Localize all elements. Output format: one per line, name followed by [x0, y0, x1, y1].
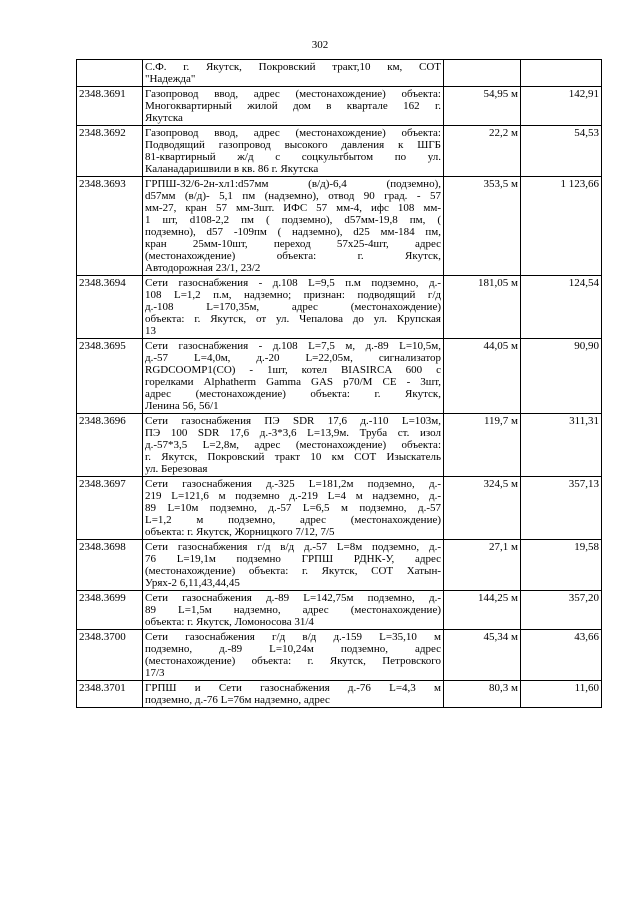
description-line: 89 L=10м подземно, д.-57 L=6,5 м подземно, д.-57: [145, 502, 441, 514]
description-line: Сети газоснабжения - д.108 L=9,5 п.м подземно, д.-: [145, 277, 441, 289]
object-cost: 357,13: [521, 477, 602, 540]
object-cost: 1 123,66: [521, 177, 602, 276]
object-length: 353,5 м: [444, 177, 521, 276]
description-line: (местонахождение) объекта: г. Якутск, Петровского: [145, 655, 441, 667]
page-number: 302: [311, 39, 329, 51]
table-row: [77, 591, 602, 630]
description-line: д.-57*3,5 L=2,8м, адрес (местонахождение) объекта:: [145, 439, 441, 451]
description-line: подземно), d57 -109пм ( надземно), d25 мм-184 пм,: [145, 226, 441, 238]
object-description: [143, 540, 444, 591]
description-line: подземно, д.-76 L=76м надземно, адрес: [145, 694, 330, 706]
record-number: 2348.3699: [77, 591, 143, 630]
object-cost: [521, 60, 602, 87]
description-line: Урях-2 6,11,43,44,45: [145, 577, 240, 589]
record-number: [77, 60, 143, 87]
table-row: [77, 276, 602, 339]
description-line: объекта: г. Якутск, Жорницкого 7/12, 7/5: [145, 526, 335, 538]
object-length: 54,95 м: [444, 87, 521, 126]
record-number: 2348.3698: [77, 540, 143, 591]
object-description: [143, 87, 444, 126]
description-line: объекта: г. Якутск, Ломоносова 31/4: [145, 616, 314, 628]
description-line: Ленина 56, 56/1: [145, 400, 219, 412]
object-length: 119,7 м: [444, 414, 521, 477]
description-line: 81-квартирный ж/д с соцкультбытом по ул.: [145, 151, 441, 163]
description-line: 1 шт, d108-2,2 пм ( подземно), d57мм-19,8 пм, (: [145, 214, 441, 226]
record-number: 2348.3695: [77, 339, 143, 414]
record-number: 2348.3693: [77, 177, 143, 276]
description-line: Газопровод ввод, адрес (местонахождение) объекта:: [145, 127, 441, 139]
object-description: [143, 414, 444, 477]
object-cost: 124,54: [521, 276, 602, 339]
description-line: 17/3: [145, 667, 165, 679]
record-number: 2348.3701: [77, 681, 143, 708]
table-row: [77, 630, 602, 681]
object-length: 144,25 м: [444, 591, 521, 630]
description-line: Автодорожная 23/1, 23/2: [145, 262, 261, 274]
description-line: 76 L=19,1м подземно ГРПШ РДНК-У, адрес: [145, 553, 441, 565]
description-line: RGDCOOMP1(CO) - 1шт, котел BIASIRCA 600 с: [145, 364, 441, 376]
description-line: 89 L=1,5м надземно, адрес (местонахождение): [145, 604, 441, 616]
description-line: д.-108 L=170,35м, адрес (местонахождение): [145, 301, 441, 313]
object-cost: 43,66: [521, 630, 602, 681]
object-cost: 11,60: [521, 681, 602, 708]
object-length: 80,3 м: [444, 681, 521, 708]
description-line: Газопровод ввод, адрес (местонахождение) объекта:: [145, 88, 441, 100]
description-line: Многоквартирный жилой дом в квартале 162 г.: [145, 100, 441, 112]
description-line: ГРПШ-32/6-2н-хл1:d57мм (в/д)-6,4 (подземно),: [145, 178, 441, 190]
description-line: Каланадаришвили в кв. 86 г. Якутска: [145, 163, 319, 175]
description-line: (местонахождение) объекта: г. Якутск,: [145, 250, 441, 262]
description-line: Сети газоснабжения ПЭ SDR 17,6 д.-110 L=103м,: [145, 415, 441, 427]
object-description: [143, 681, 444, 708]
description-line: Сети газоснабжения - д.108 L=7,5 м, д.-89 L=10,5м,: [145, 340, 441, 352]
object-description: [143, 177, 444, 276]
table-row: [77, 414, 602, 477]
description-line: 13: [145, 325, 156, 337]
table-row: [77, 540, 602, 591]
description-line: кран 25мм-10шт, переход 57х25-4шт, адрес: [145, 238, 441, 250]
object-cost: 54,53: [521, 126, 602, 177]
record-number: 2348.3694: [77, 276, 143, 339]
table-row: [77, 177, 602, 276]
object-cost: 311,31: [521, 414, 602, 477]
description-line: Якутска: [145, 112, 183, 124]
object-description: [143, 630, 444, 681]
description-line: С.Ф. г. Якутск, Покровский тракт,10 км, СОТ: [145, 61, 441, 73]
object-cost: 142,91: [521, 87, 602, 126]
object-length: 44,05 м: [444, 339, 521, 414]
record-number: 2348.3696: [77, 414, 143, 477]
object-cost: 19,58: [521, 540, 602, 591]
description-line: "Надежда": [145, 73, 196, 85]
description-line: Подводящий газопровод высокого давления к ШГБ: [145, 139, 441, 151]
description-line: Сети газоснабжения г/д в/д д.-159 L=35,10 м: [145, 631, 441, 643]
description-line: Сети газоснабжения г/д в/д д.-57 L=8м подземно, д.-: [145, 541, 441, 553]
object-length: [444, 60, 521, 87]
object-length: 27,1 м: [444, 540, 521, 591]
object-cost: 357,20: [521, 591, 602, 630]
object-description: [143, 477, 444, 540]
description-line: ГРПШ и Сети газоснабжения д.-76 L=4,3 м: [145, 682, 441, 694]
object-description: [143, 339, 444, 414]
object-cost: 90,90: [521, 339, 602, 414]
description-line: 108 L=1,2 п.м, надземно; признан: подводящий г/д: [145, 289, 441, 301]
object-length: 22,2 м: [444, 126, 521, 177]
table-row: [77, 339, 602, 414]
description-line: мм-27, кран 57 мм-3шт. ИФС 57 мм-4, ифс 108 мм-: [145, 202, 441, 214]
description-line: д.-57 L=4,0м, д.-20 L=22,05м, сигнализатор: [145, 352, 441, 364]
object-description: [143, 60, 444, 87]
object-description: [143, 276, 444, 339]
table-row: [77, 60, 602, 87]
record-number: 2348.3697: [77, 477, 143, 540]
description-line: объекта: г. Якутск, от ул. Чепалова до ул. Крупская: [145, 313, 441, 325]
description-line: Сети газоснабжения д.-325 L=181,2м подземно, д.-: [145, 478, 441, 490]
record-number: 2348.3700: [77, 630, 143, 681]
object-description: [143, 591, 444, 630]
description-line: 219 L=121,6 м подземно д.-219 L=4 м надземно, д.-: [145, 490, 441, 502]
description-line: ПЭ 100 SDR 17,6 д.-3*3,6 L=13,9м. Труба ст. изол: [145, 427, 441, 439]
object-length: 45,34 м: [444, 630, 521, 681]
object-description: [143, 126, 444, 177]
object-length: 324,5 м: [444, 477, 521, 540]
description-line: подземно, д.-89 L=10,24м подземно, адрес: [145, 643, 441, 655]
description-line: d57мм (в/д)- 5,1 пм (надземно), отвод 90 град. - 57: [145, 190, 441, 202]
description-line: горелками Alphatherm Gamma GAS p70/M CE - 3шт,: [145, 376, 441, 388]
description-line: Сети газоснабжения д.-89 L=142,75м подземно, д.-: [145, 592, 441, 604]
description-line: L=1,2 м подземно, адрес (местонахождение): [145, 514, 441, 526]
table-row: [77, 87, 602, 126]
table-row: [77, 477, 602, 540]
description-line: г. Якутск, Покровский тракт 10 км СОТ Изыскатель: [145, 451, 441, 463]
table-row: [77, 126, 602, 177]
registry-table-body: [77, 60, 602, 708]
description-line: (местонахождение) объекта: г. Якутск, СОТ Хатын-: [145, 565, 441, 577]
record-number: 2348.3691: [77, 87, 143, 126]
description-line: адрес (местонахождение) объекта: г. Якутск,: [145, 388, 441, 400]
description-line: ул. Березовая: [145, 463, 208, 475]
table-row: [77, 681, 602, 708]
object-length: 181,05 м: [444, 276, 521, 339]
record-number: 2348.3692: [77, 126, 143, 177]
registry-table: [76, 59, 602, 708]
